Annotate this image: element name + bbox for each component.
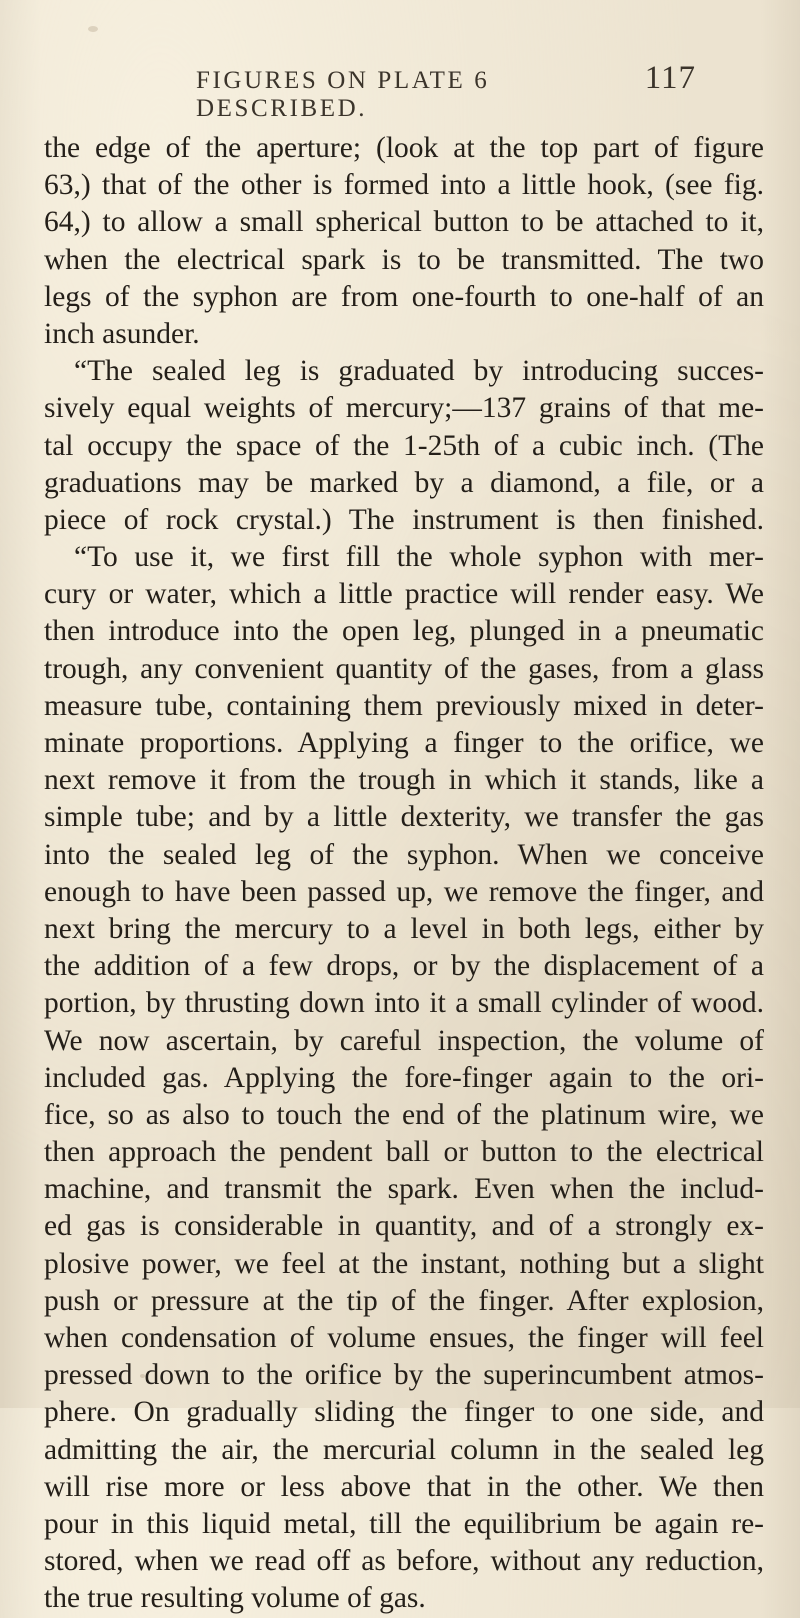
text-line: the edge of the aperture; (look at the top part of figure	[44, 132, 764, 164]
text-line: portion, by thrusting down into it a small cylinder of wood.	[44, 987, 764, 1020]
text-line: next remove it from the trough in which it stands, like a	[44, 764, 764, 797]
text-line: minate proportions. Applying a finger to the orifice, we	[44, 727, 764, 759]
running-title: FIGURES ON PLATE 6 DESCRIBED.	[196, 67, 490, 122]
paper-stain	[88, 26, 98, 32]
text-line: then approach the pendent ball or button to the electrical	[44, 1136, 764, 1169]
text-line: will rise more or less above that in the other. We then	[44, 1470, 764, 1503]
text-line: included gas. Applying the fore-finger again to the ori-	[44, 1061, 764, 1094]
text-line: inch asunder.	[44, 317, 200, 350]
text-line: when the electrical spark is to be transmitted. The two	[44, 243, 764, 276]
text-line: sively equal weights of mercury;—137 grains of that me-	[44, 392, 764, 425]
text-line: enough to have been passed up, we remove the finger, and	[44, 875, 764, 908]
text-line: tal occupy the space of the 1-25th of a cubic inch. (The	[44, 429, 764, 462]
text-line: admitting the air, the mercurial column in the sealed leg	[44, 1433, 764, 1466]
text-line: legs of the syphon are from one-fourth to one-half of an	[44, 280, 764, 313]
text-line: pressed down to the orifice by the superincumbent atmos-	[44, 1359, 764, 1392]
text-line: push or pressure at the tip of the finger. After explosion,	[44, 1284, 764, 1317]
text-line: the true resulting volume of gas.	[44, 1582, 426, 1615]
text-line: ed gas is considerable in quantity, and of a strongly ex-	[44, 1210, 764, 1243]
text-line: cury or water, which a little practice will render easy. We	[44, 578, 764, 611]
text-line: phere. On gradually sliding the finger to one side, and	[44, 1396, 764, 1429]
text-line: measure tube, containing them previously mixed in deter-	[44, 689, 764, 722]
text-line: “The sealed leg is graduated by introducing succes-	[74, 355, 764, 388]
text-line: “To use it, we first fill the whole syphon with mer-	[74, 541, 764, 574]
text-line: 64,) to allow a small spherical button to be attached to it,	[44, 206, 764, 239]
text-line: next bring the mercury to a level in both legs, either by	[44, 912, 764, 945]
text-line: fice, so as also to touch the end of the platinum wire, we	[44, 1098, 764, 1131]
text-line: trough, any convenient quantity of the gases, from a glass	[44, 652, 764, 685]
text-line: simple tube; and by a little dexterity, we transfer the gas	[44, 801, 764, 834]
text-line: plosive power, we feel at the instant, nothing but a slight	[44, 1247, 764, 1280]
text-line: when condensation of volume ensues, the finger will feel	[44, 1322, 764, 1354]
text-line: then introduce into the open leg, plunged in a pneumatic	[44, 615, 764, 648]
text-line: 63,) that of the other is formed into a little hook, (see fig.	[44, 169, 764, 202]
text-line: machine, and transmit the spark. Even when the includ-	[44, 1173, 764, 1206]
text-line: into the sealed leg of the syphon. When we conceive	[44, 838, 764, 871]
body-text	[44, 130, 764, 1618]
text-line: graduations may be marked by a diamond, a file, or a	[44, 466, 764, 499]
text-line: the addition of a few drops, or by the displacement of a	[44, 950, 764, 983]
text-line: pour in this liquid metal, till the equilibrium be again re-	[44, 1507, 764, 1540]
running-head	[196, 60, 696, 122]
text-line: We now ascertain, by careful inspection, the volume of	[44, 1024, 764, 1057]
text-line: piece of rock crystal.) The instrument is then finished.	[44, 503, 764, 536]
text-line: stored, when we read off as before, without any reduction,	[44, 1545, 764, 1578]
page-number: 117	[644, 60, 696, 96]
